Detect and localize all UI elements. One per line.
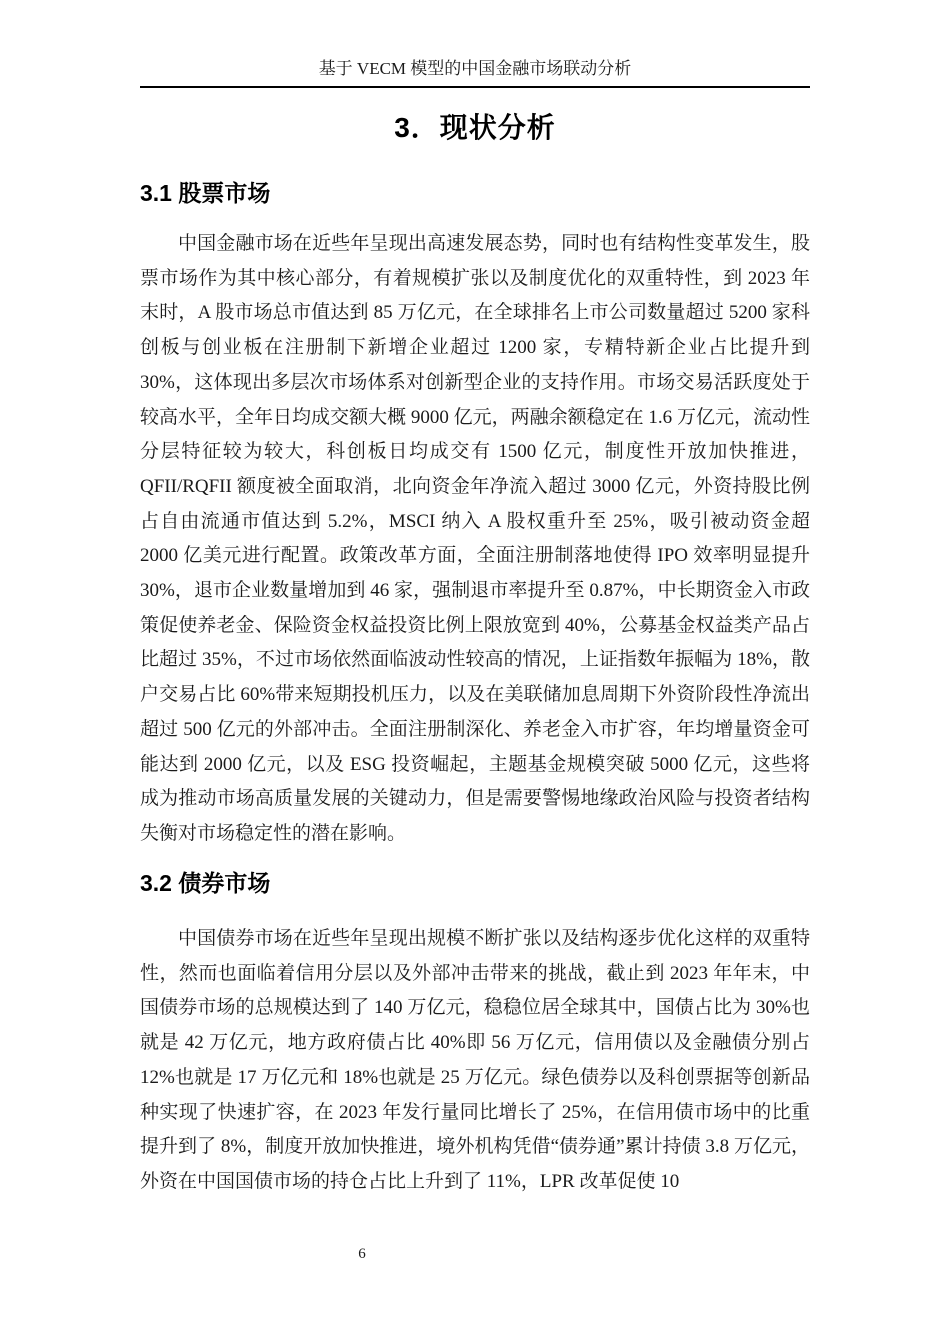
page-number: 6 — [358, 1246, 366, 1262]
section-heading-stock-market: 3.1 股票市场 — [140, 180, 271, 206]
chapter-title: 3．现状分析 — [394, 112, 556, 143]
section-heading-bond-market: 3.2 债券市场 — [140, 870, 271, 896]
running-header: 基于 VECM 模型的中国金融市场联动分析 — [140, 56, 810, 88]
bond-market-paragraph: 中国债券市场在近些年呈现出规模不断扩张以及结构逐步优化这样的双重特性，然而也面临着信用分层以及外部冲击带来的挑战，截止到 2023 年年末，中国债券市场的总规模达到了 140 万亿元，稳稳位居全球其中，国债占比为 30%也就是 42 万亿元，地方政府债占比 40%即 56 万亿元，信用债以及金融债分别占 12%也就是 17 万亿元和 18%也就是 25 万亿元。绿色债券以及科创票据等创新品种实现了快速扩容，在 2023 年发行量同比增长了 25%，在信用债市场中的比重提升到了 8%，制度开放加快推进，境外机构凭借“债券通”累计持债 3.8 万亿元，外资在中国国债市场的持仓占比上升到了 11%，LPR 改革促使 10 — [140, 928, 810, 1192]
stock-market-paragraph: 中国金融市场在近些年呈现出高速发展态势，同时也有结构性变革发生，股票市场作为其中核心部分，有着规模扩张以及制度优化的双重特性，到 2023 年末时，A 股市场总市值达到 85 万亿元，在全球排名上市公司数量超过 5200 家科创板与创业板在注册制下新增企业超过 1200 家，专精特新企业占比提升到 30%，这体现出多层次市场体系对创新型企业的支持作用。市场交易活跃度处于较高水平，全年日均成交额大概 9000 亿元，两融余额稳定在 1.6 万亿元，流动性分层特征较为较大，科创板日均成交有 1500 亿元，制度性开放加快推进，QFII/RQFII 额度被全面取消，北向资金年净流入超过 3000 亿元，外资持股比例占自由流通市值达到 5.2%，MSCI 纳入 A 股权重升至 25%，吸引被动资金超 2000 亿美元进行配置。政策改革方面，全面注册制落地使得 IPO 效率明显提升 30%，退市企业数量增加到 46 家，强制退市率提升至 0.87%，中长期资金入市政策促使养老金、保险资金权益投资比例上限放宽到 40%，公募基金权益类产品占比超过 35%，不过市场依然面临波动性较高的情况，上证指数年振幅为 18%，散户交易占比 60%带来短期投机压力，以及在美联储加息周期下外资阶段性净流出超过 500 亿元的外部冲击。全面注册制深化、养老金入市扩容，年均增量资金可能达到 2000 亿元，以及 ESG 投资崛起，主题基金规模突破 5000 亿元，这些将成为推动市场高质量发展的关键动力，但是需要警惕地缘政治风险与投资者结构失衡对市场稳定性的潜在影响。 — [140, 233, 810, 844]
